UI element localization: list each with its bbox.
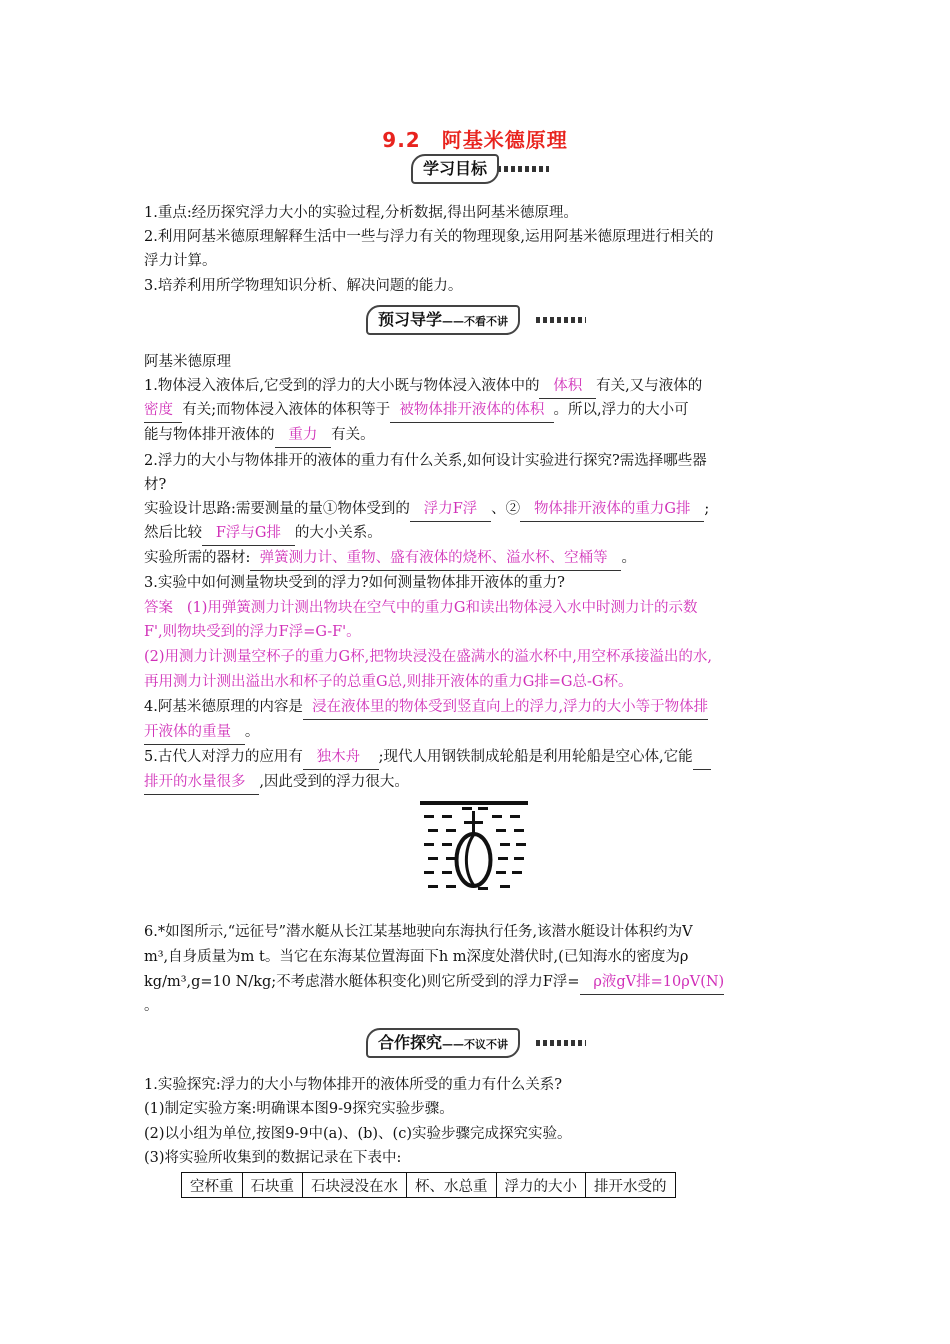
- q1-blank3: [390, 398, 553, 423]
- data-table: [181, 1172, 676, 1198]
- coop-line: (2)以小组为单位,按图9-9中(a)、(b)、(c)实验步骤完成探究实验。: [144, 1126, 572, 1142]
- q1-text: 能与物体排开液体的: [144, 427, 275, 443]
- q3-answer-line4: 再用测力计测出溢出水和杯子的总重G总,则排开液体的重力G排=G总-G杯。: [144, 674, 633, 690]
- banner-arrows: [536, 1040, 586, 1046]
- q4-answer2: 开液体的重量: [144, 724, 231, 740]
- preview-banner-sub: ——不看不讲: [442, 315, 509, 328]
- goal-line: 3.培养利用所学物理知识分析、解决问题的能力。: [144, 278, 463, 294]
- q2-line3: [144, 497, 812, 522]
- q2-blank1: [410, 497, 491, 522]
- q6-answer: ρ液gV排=10ρV(N): [593, 974, 725, 990]
- q2-text: 然后比较: [144, 525, 202, 541]
- q4-line1: [144, 695, 812, 720]
- q6-blank: [580, 970, 725, 995]
- banner-arrows: [497, 166, 549, 172]
- q1-text: 有关。: [331, 427, 375, 443]
- preview-banner: [366, 303, 586, 337]
- q5-text: 5.古代人对浮力的应用有: [144, 749, 303, 765]
- q1-text: 1.物体浸入液体后,它受到的浮力的大小既与物体浸入液体中的: [144, 378, 540, 394]
- q2-text: 。: [621, 550, 636, 566]
- q1-text: 有关,又与液体的: [596, 378, 703, 394]
- q1-blank1: [539, 374, 596, 399]
- q1-line1: [144, 374, 812, 399]
- q1-answer4: 重力: [288, 427, 318, 443]
- q4-answer1: 浸在液体里的物体受到竖直向上的浮力,浮力的大小等于物体排: [312, 699, 709, 715]
- q3-answer-text: (1)用弹簧测力计测出物块在空气中的重力G和读出物体浸入水中时测力计的示数: [186, 600, 698, 616]
- q5-text: ;现代人用钢铁制成轮船是利用轮船是空心体,它能: [378, 749, 693, 765]
- preview-heading: 阿基米德原理: [144, 354, 231, 370]
- q1-answer3: 被物体排开液体的体积: [399, 402, 545, 418]
- preview-banner-label: [366, 305, 520, 335]
- q1-blank4: [275, 423, 332, 448]
- table-header-cell: 空杯重: [182, 1173, 243, 1198]
- q5-line2: [144, 770, 812, 795]
- q6-line1: 6.*如图所示,“远征号”潜水艇从长江某基地驶向东海执行任务,该潜水艇设计体积约为V: [144, 924, 693, 940]
- goals-banner: [411, 152, 541, 186]
- q4-text: 4.阿基米德原理的内容是: [144, 699, 303, 715]
- q3-answer-line1: [144, 596, 812, 620]
- q1-line3: [144, 423, 812, 448]
- q2-line2: 材?: [144, 477, 167, 493]
- coop-line: (3)将实验所收集到的数据记录在下表中:: [144, 1150, 402, 1166]
- q1-text: 。所以,浮力的大小可: [553, 402, 689, 418]
- q4-blank: [303, 695, 708, 720]
- goals-banner-label: 学习目标: [411, 154, 499, 184]
- q5-answer2: 排开的水量很多: [144, 774, 246, 790]
- table-header-cell: 杯、水总重: [407, 1173, 497, 1198]
- q2-line1: 2.浮力的大小与物体排开的液体的重力有什么关系,如何设计实验进行探究?需选择哪些器: [144, 453, 707, 469]
- water-surface: [420, 801, 528, 805]
- q5-line1: [144, 745, 812, 770]
- goal-line: 浮力计算。: [144, 253, 217, 269]
- q1-line2: [144, 398, 812, 423]
- q2-answer4: 弹簧测力计、重物、盛有液体的烧杯、溢水杯、空桶等: [259, 550, 608, 566]
- q2-answer3: F浮与G排: [215, 525, 281, 541]
- banner-arrows: [536, 317, 586, 323]
- q5-blank1: [303, 745, 379, 770]
- coop-banner-sub: ——不议不讲: [442, 1038, 509, 1051]
- q2-text: 实验设计思路:需要测量的量①物体受到的: [144, 501, 410, 517]
- coop-banner: [366, 1026, 586, 1060]
- q6-line2: m³,自身质量为m t。当它在东海某位置海面下h m深度处潜伏时,(已知海水的密度为ρ: [144, 949, 689, 965]
- table-header-cell: 石块浸没在水: [303, 1173, 407, 1198]
- q2-text: 的大小关系。: [294, 525, 382, 541]
- table-header-row: [182, 1173, 676, 1198]
- q2-text: 、②: [491, 501, 521, 517]
- q6-line3: [144, 970, 812, 995]
- goal-line: 2.利用阿基米德原理解释生活中一些与浮力有关的物理现象,运用阿基米德原理进行相关的: [144, 229, 714, 245]
- q6-text: kg/m³,g=10 N/kg;不考虑潜水艇体积变化)则它所受到的浮力F浮=: [144, 974, 580, 990]
- q4-line2: [144, 720, 812, 745]
- submarine-icon: [457, 811, 491, 886]
- q5-blank2: [144, 770, 259, 795]
- coop-line: 1.实验探究:浮力的大小与物体排开的液体所受的重力有什么关系?: [144, 1077, 562, 1093]
- table-header-cell: 排开水受的: [586, 1173, 676, 1198]
- preview-banner-main: 预习导学: [378, 310, 443, 329]
- q2-answer2: 物体排开液体的重力G排: [533, 501, 691, 517]
- answer-label: 答案: [144, 600, 173, 616]
- q1-answer2: 密度: [144, 402, 173, 418]
- q1-answer1: 体积: [553, 378, 583, 394]
- table-header-cell: 浮力的大小: [496, 1173, 586, 1198]
- q5-answer1: 独木舟: [316, 749, 361, 765]
- submarine-figure: [418, 797, 530, 897]
- q3-answer-line2: F',则物块受到的浮力F浮=G-F'。: [144, 624, 361, 640]
- q4-text: 。: [244, 724, 260, 740]
- q2-line5: [144, 546, 812, 571]
- coop-line: (1)制定实验方案:明确课本图9-9探究实验步骤。: [144, 1101, 454, 1117]
- q3-answer-line3: (2)用测力计测量空杯子的重力G杯,把物块浸没在盛满水的溢水杯中,用空杯承接溢出的水,: [144, 649, 712, 665]
- q3-question: 3.实验中如何测量物块受到的浮力?如何测量物体排开液体的重力?: [144, 575, 565, 591]
- q1-blank2: [144, 398, 182, 423]
- q5-blank2-start: [693, 745, 711, 770]
- q2-blank2: [520, 497, 704, 522]
- q6-line4: 。: [144, 998, 159, 1014]
- q2-line4: [144, 521, 812, 546]
- q1-text: 有关;而物体浸入液体的体积等于: [182, 402, 391, 418]
- q2-text: ;: [704, 501, 710, 517]
- coop-banner-label: [366, 1028, 520, 1058]
- table-header-cell: 石块重: [242, 1173, 303, 1198]
- q2-answer1: 浮力F浮: [423, 501, 478, 517]
- q2-blank3: [202, 521, 295, 546]
- coop-banner-main: 合作探究: [378, 1033, 443, 1052]
- q2-text: 实验所需的器材:: [144, 550, 251, 566]
- q5-text: ,因此受到的浮力很大。: [259, 774, 409, 790]
- goal-line: 1.重点:经历探究浮力大小的实验过程,分析数据,得出阿基米德原理。: [144, 205, 578, 221]
- page-title: 9.2 阿基米德原理: [382, 128, 568, 152]
- q2-blank4: [250, 546, 621, 571]
- q4-blank2: [144, 720, 245, 745]
